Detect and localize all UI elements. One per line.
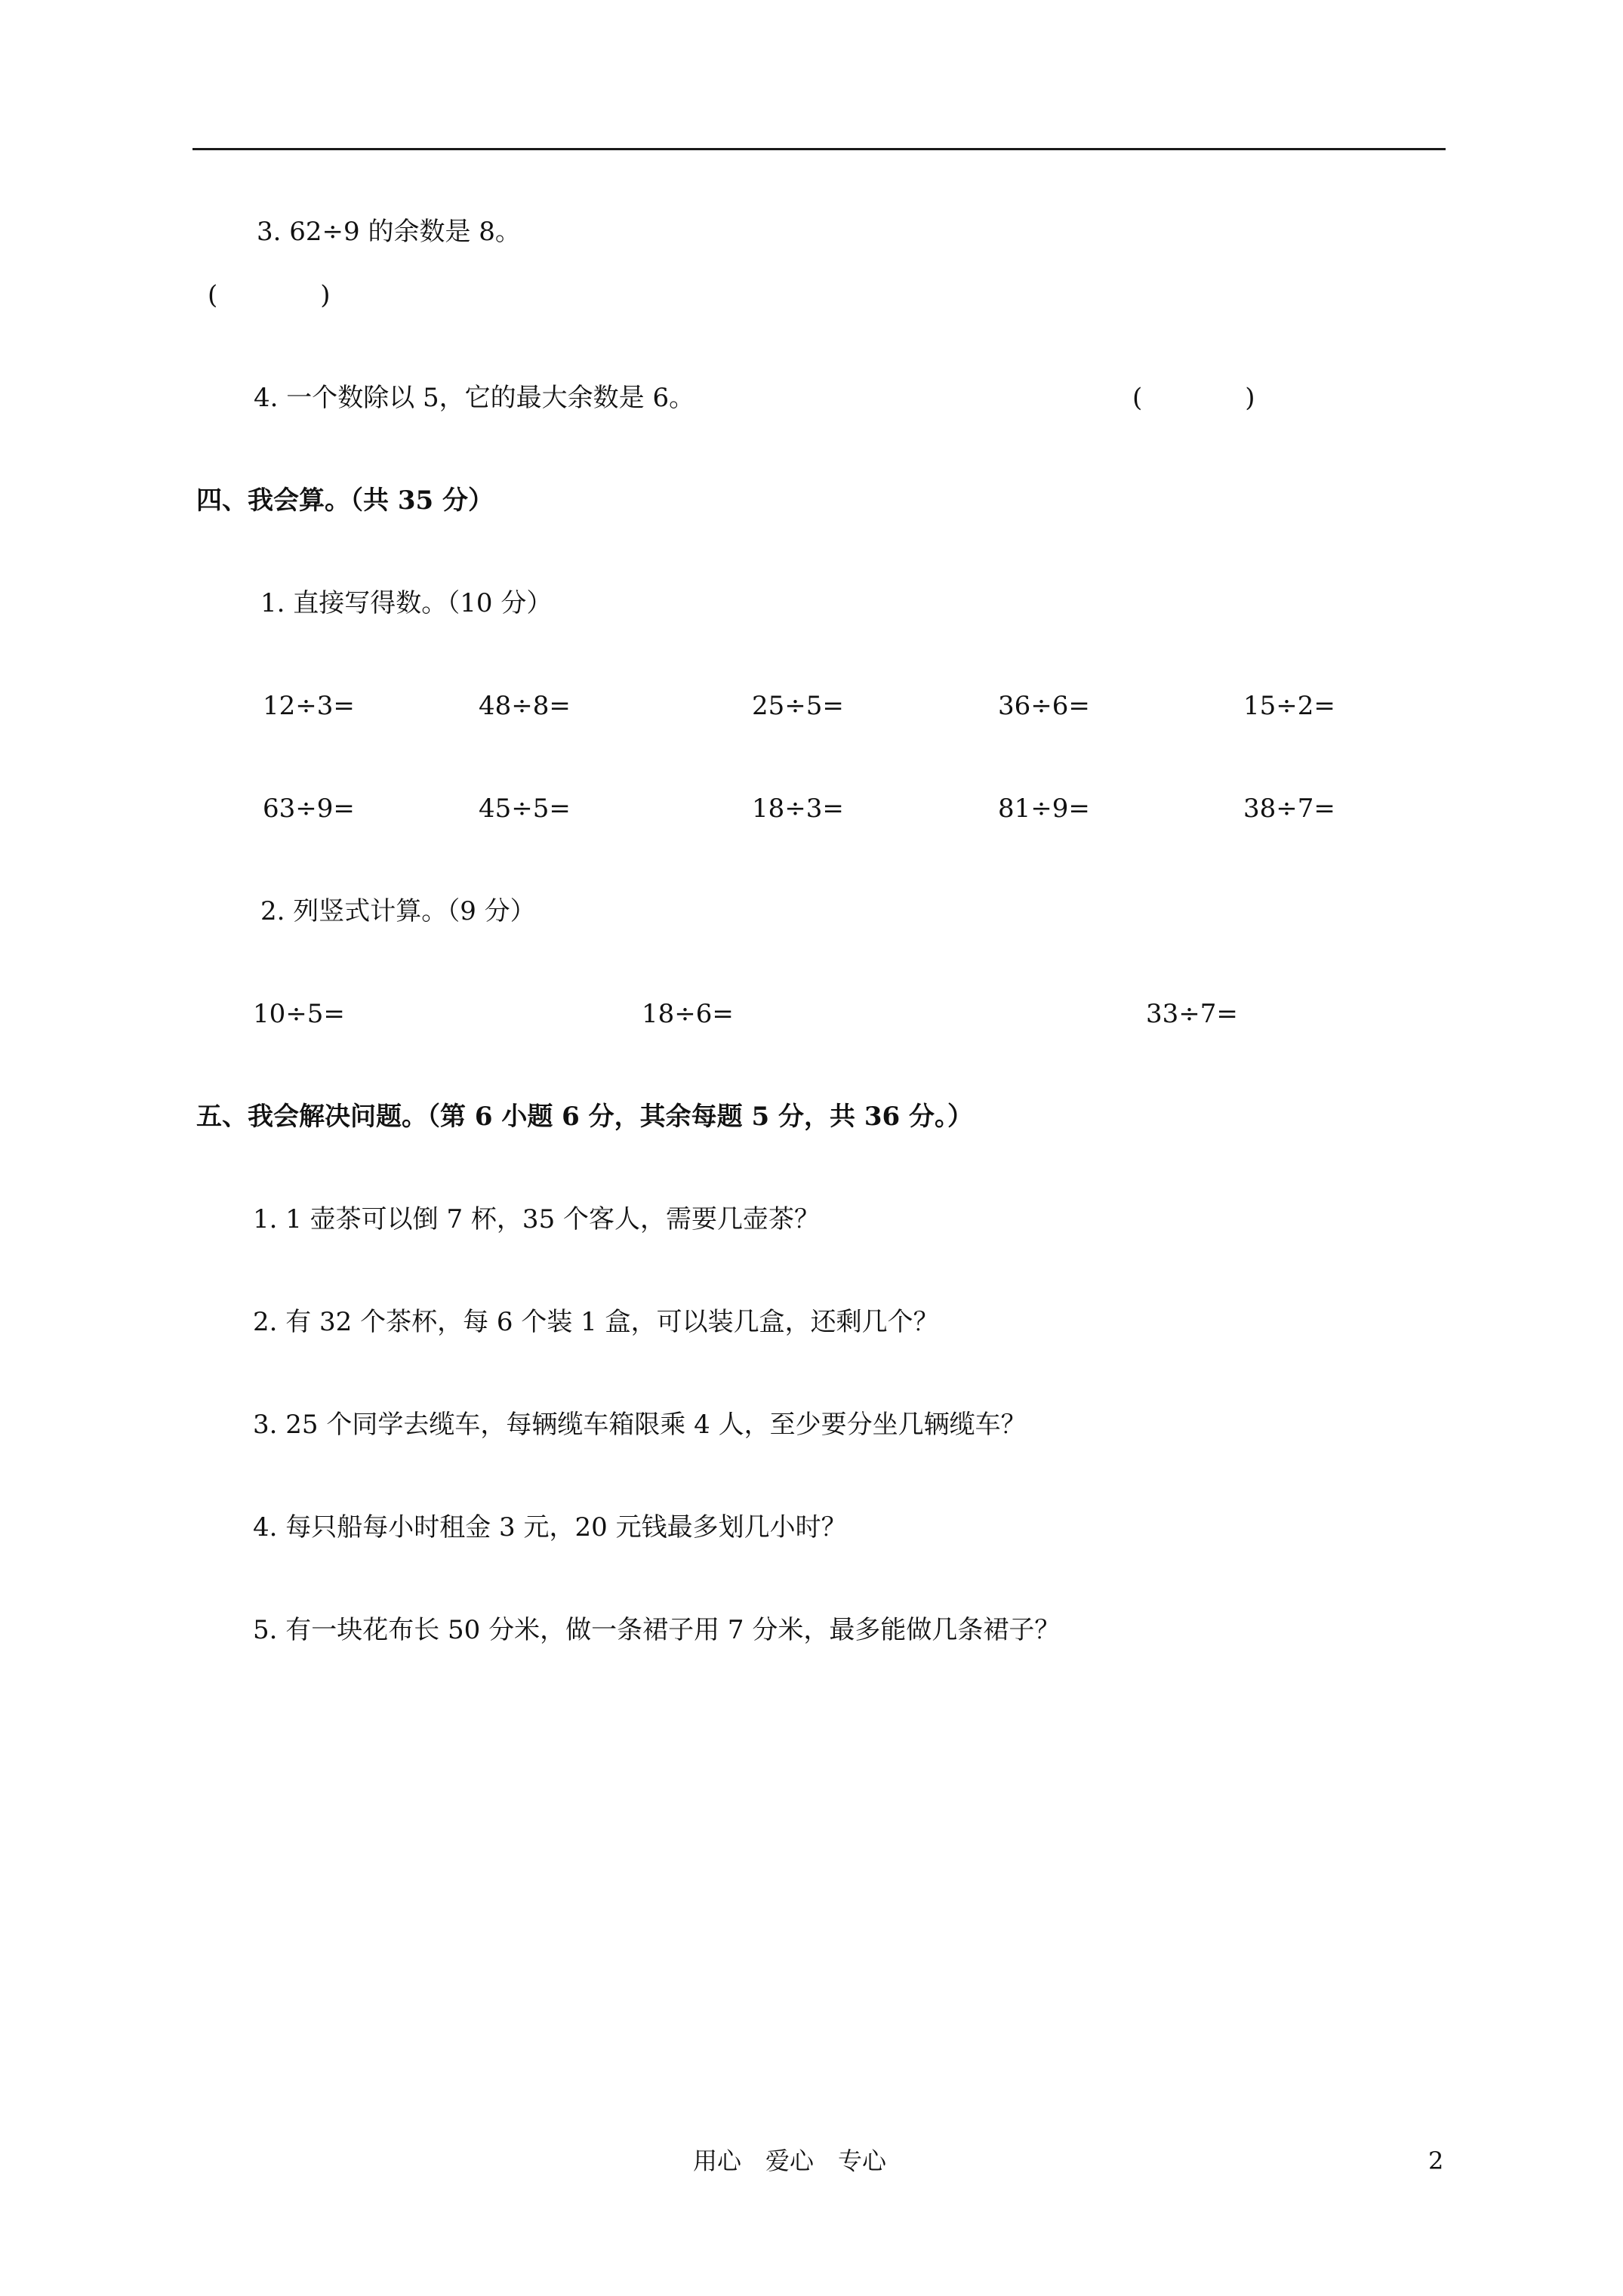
header-rule [192, 148, 1446, 150]
word-problem-1: 1. 1 壶茶可以倒 7 杯，35 个客人，需要几壶茶？ [253, 1204, 821, 1234]
oral-calc-item: 18÷3= [752, 794, 844, 824]
part-1-title: 1. 直接写得数。（10 分） [260, 588, 553, 618]
section-4-heading: 四、我会算。（共 35 分） [196, 485, 494, 516]
answer-paren-3: ( ) [208, 280, 331, 310]
page-number: 2 [1428, 2147, 1444, 2175]
word-problem-5: 5. 有一块花布长 50 分米，做一条裙子用 7 分米，最多能做几条裙子？ [253, 1615, 1061, 1645]
oral-calc-item: 81÷9= [998, 794, 1090, 824]
word-problem-3: 3. 25 个同学去缆车，每辆缆车箱限乘 4 人，至少要分坐几辆缆车？ [253, 1410, 1027, 1440]
oral-calc-item: 48÷8= [479, 691, 571, 721]
judge-item-3: 3. 62÷9 的余数是 8。 [257, 217, 521, 247]
oral-calc-item: 25÷5= [752, 691, 844, 721]
oral-calc-item: 15÷2= [1243, 691, 1335, 721]
oral-calc-item: 36÷6= [998, 691, 1090, 721]
answer-paren-4: ( ) [1132, 383, 1255, 413]
vertical-calc-item: 18÷6= [642, 999, 734, 1029]
vertical-calc-item: 33÷7= [1146, 999, 1238, 1029]
oral-calc-item: 45÷5= [479, 794, 571, 824]
part-2-title: 2. 列竖式计算。（9 分） [260, 896, 536, 926]
oral-calc-item: 38÷7= [1243, 794, 1335, 824]
oral-calc-item: 12÷3= [263, 691, 355, 721]
footer-motto: 用心 爱心 专心 [693, 2147, 887, 2175]
judge-item-4: 4. 一个数除以 5，它的最大余数是 6。 [254, 383, 695, 413]
word-problem-4: 4. 每只船每小时租金 3 元，20 元钱最多划几小时？ [253, 1512, 847, 1542]
vertical-calc-item: 10÷5= [253, 999, 345, 1029]
section-5-heading: 五、我会解决问题。（第 6 小题 6 分，其余每题 5 分，共 36 分。） [196, 1102, 973, 1132]
oral-calc-item: 63÷9= [263, 794, 355, 824]
word-problem-2: 2. 有 32 个茶杯，每 6 个装 1 盒，可以装几盒，还剩几个？ [253, 1307, 939, 1337]
